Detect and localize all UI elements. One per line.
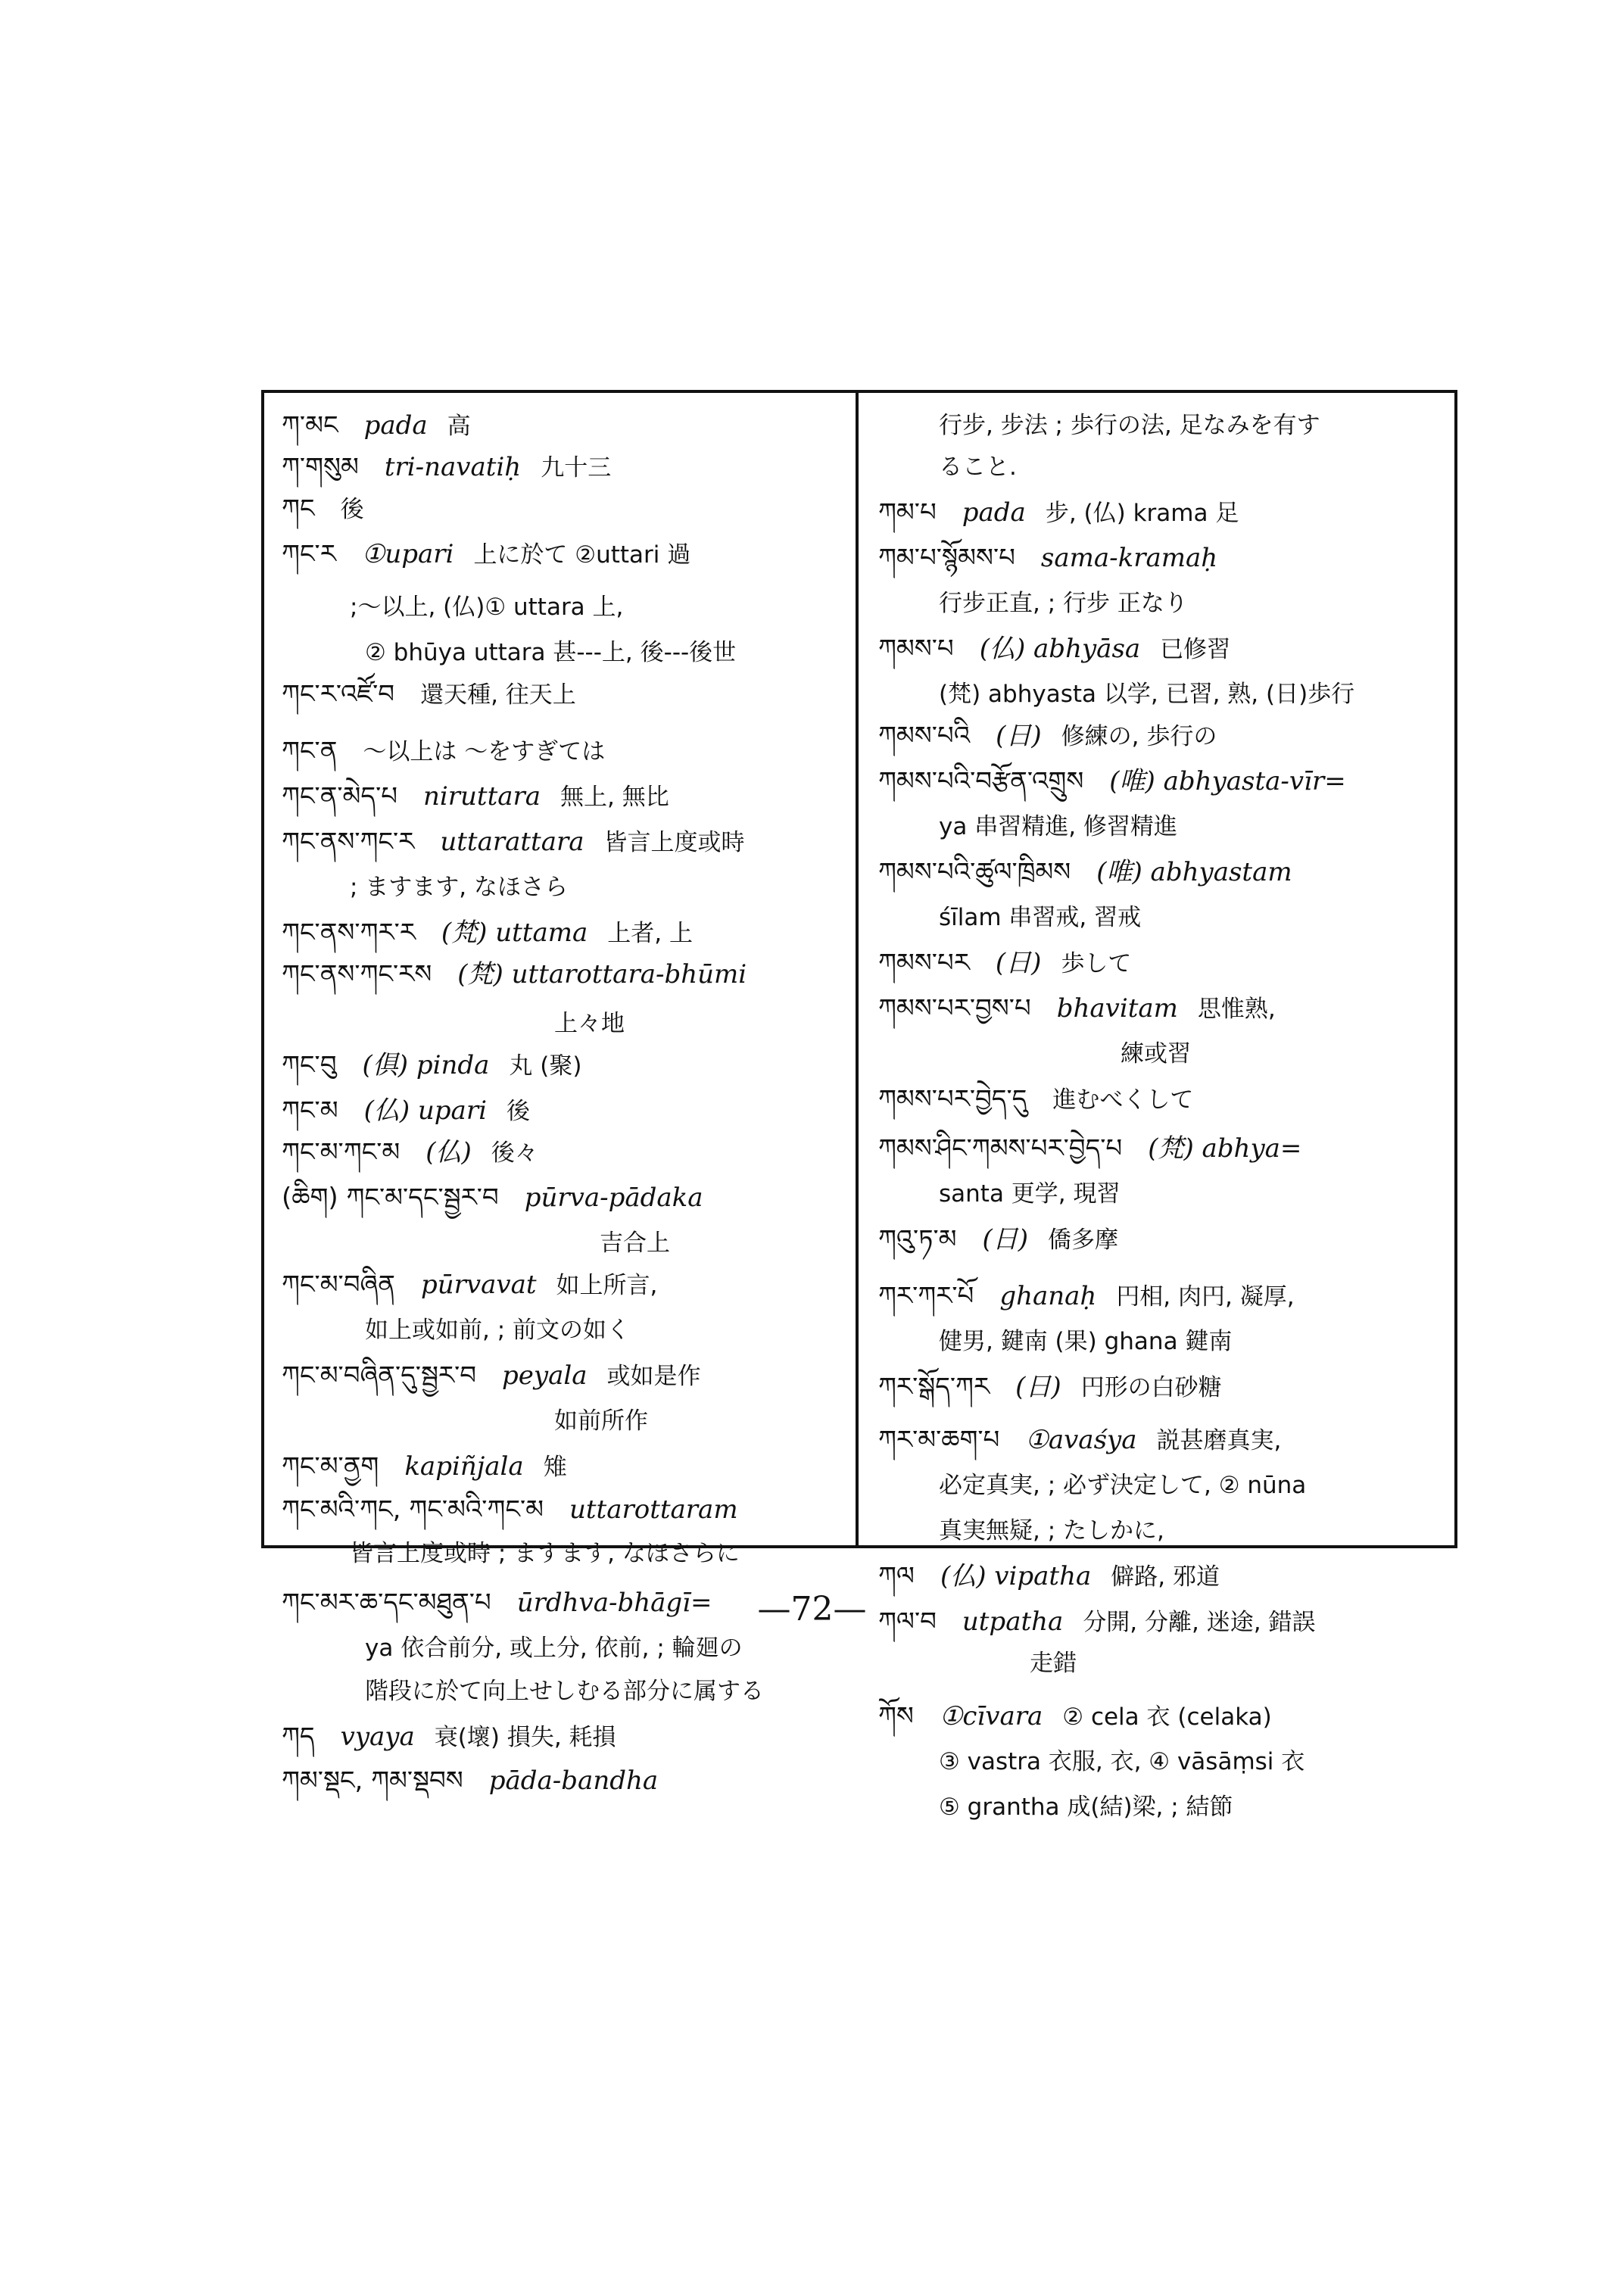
- tibetan-headword: ཀའུ་ཏ་མ: [878, 1224, 957, 1255]
- entry-continuation: ③ vastra 衣服, 衣, ④ vāsāṃsi 衣: [939, 1748, 1305, 1775]
- entry-continuation: 行步正直, ; 行步 正なり: [939, 590, 1188, 617]
- entry-continuation: ; ますます, なほさら: [350, 874, 569, 901]
- sanskrit-equivalent: niruttara: [423, 781, 541, 812]
- dictionary-entry: [878, 1083, 1193, 1117]
- entry-continuation: 走錯: [1030, 1650, 1077, 1677]
- sanskrit-equivalent: kapiñjala: [404, 1451, 524, 1482]
- entry-continuation: 真実無疑, ; たしかに,: [939, 1517, 1164, 1544]
- dictionary-entry: [878, 1700, 1272, 1734]
- tibetan-headword: ཀམས་ཤིང་ཀམས་པར་བྱེད་པ: [878, 1133, 1123, 1164]
- tibetan-headword: ཀང་ནས་ཀར་ར: [282, 918, 416, 948]
- tibetan-headword: ཀམས་པར: [878, 948, 970, 978]
- dictionary-entry: [282, 1094, 530, 1128]
- entry-continuation: ⑤ grantha 成(結)梁, ; 結節: [939, 1794, 1233, 1821]
- japanese-gloss: 衰(壞) 損失, 耗損: [434, 1724, 616, 1751]
- dictionary-entry: [878, 1223, 1118, 1257]
- dictionary-entry: [282, 450, 611, 485]
- sanskrit-equivalent: (仏) abhyāsa: [979, 634, 1141, 664]
- dictionary-entry: [282, 958, 766, 991]
- sanskrit-equivalent: (梵) uttarottara-bhūmi: [457, 959, 747, 990]
- tibetan-headword: ཀང་ནས་ཀང་ར: [282, 827, 415, 857]
- tibetan-headword: ཀང་ར་འཛོ་བ: [282, 679, 395, 709]
- sanskrit-equivalent: pāda-bandha: [488, 1766, 659, 1796]
- sanskrit-equivalent: peyala: [502, 1361, 588, 1391]
- japanese-gloss: 後: [340, 496, 364, 523]
- entry-continuation: 必定真実, ; 必ず決定して, ② nūna: [939, 1472, 1307, 1499]
- tibetan-headword: ཀང་མ་བཞིན: [282, 1270, 395, 1300]
- japanese-gloss: 後々: [491, 1139, 538, 1167]
- japanese-gloss: 僻路, 邪道: [1111, 1563, 1220, 1591]
- sanskrit-equivalent: (唯) abhyasta-vīr=: [1109, 766, 1346, 796]
- japanese-gloss: 雉: [543, 1454, 567, 1481]
- tibetan-headword: ཀང་ན: [282, 736, 338, 766]
- dictionary-entry: [282, 1136, 538, 1170]
- tibetan-headword: ཀར་སྒོད་ཀར: [878, 1372, 990, 1402]
- sanskrit-equivalent: pada: [962, 497, 1026, 528]
- dictionary-entry: [878, 1370, 1222, 1404]
- japanese-gloss: 皆言上度或時: [603, 829, 745, 856]
- dictionary-entry: [282, 678, 576, 712]
- dictionary-entry: [282, 1268, 657, 1302]
- entry-continuation: ;〜以上, (仏)① uttara 上,: [350, 594, 624, 621]
- japanese-gloss: 無上, 無比: [560, 784, 669, 811]
- sanskrit-equivalent: uttarattara: [440, 827, 584, 857]
- dictionary-entry: [282, 1049, 581, 1083]
- dictionary-entry: [878, 1560, 1220, 1594]
- dictionary-entry: [282, 1764, 678, 1797]
- dictionary-entry: [282, 1181, 723, 1214]
- japanese-gloss: 円相, 肉円, 凝厚,: [1116, 1283, 1295, 1311]
- tibetan-headword: ཀང་ནས་ཀང་རས: [282, 959, 432, 990]
- sanskrit-equivalent: (梵) uttama: [441, 918, 588, 948]
- japanese-gloss: 後: [506, 1098, 530, 1125]
- dictionary-entry: [878, 856, 1312, 889]
- entry-continuation: 階段に於て向上せしむる部分に属する: [365, 1678, 764, 1705]
- tibetan-headword: ཀམས་པའི་བརྩོན་འགྲུས: [878, 766, 1084, 796]
- tibetan-headword: ཀང: [282, 494, 315, 524]
- japanese-gloss: 上者, 上: [607, 920, 693, 947]
- japanese-gloss: 分開, 分離, 迷途, 錯誤: [1083, 1609, 1316, 1636]
- sanskrit-equivalent: (梵) abhya=: [1148, 1133, 1302, 1164]
- sanskrit-equivalent: ①cīvara: [939, 1701, 1043, 1731]
- japanese-gloss: 九十三: [541, 454, 612, 482]
- sanskrit-equivalent: (仏): [425, 1137, 472, 1167]
- tibetan-headword: ཀར་མ་ཆག་པ: [878, 1425, 1000, 1455]
- tibetan-headword: ཀང་མ: [282, 1096, 338, 1126]
- japanese-gloss: 思惟熟,: [1197, 996, 1276, 1023]
- tibetan-headword: ཀམས་པ: [878, 634, 954, 664]
- sanskrit-equivalent: utpatha: [962, 1607, 1064, 1637]
- entry-continuation: ya 依合前分, 或上分, 依前, ; 輪廻の: [365, 1635, 743, 1662]
- sanskrit-equivalent: (仏) vipatha: [940, 1561, 1092, 1591]
- sanskrit-equivalent: ①upari: [361, 539, 454, 569]
- page-number: —72—: [757, 1590, 867, 1629]
- tibetan-headword: ཀམ་པ: [878, 497, 937, 528]
- japanese-gloss: 説甚磨真実,: [1156, 1427, 1282, 1454]
- entry-continuation: 如上或如前, ; 前文の如く: [365, 1317, 631, 1344]
- dictionary-entry: [282, 492, 364, 526]
- sanskrit-equivalent: (日): [995, 948, 1042, 978]
- tibetan-headword: ཀང་མ་ཀང་མ: [282, 1137, 401, 1167]
- dictionary-entry: [282, 1720, 616, 1754]
- entry-continuation: 上々地: [554, 1010, 625, 1037]
- japanese-gloss: 已修習: [1160, 636, 1231, 663]
- japanese-gloss: 步, (仏) krama 足: [1045, 500, 1239, 527]
- tibetan-headword: ཀར་ཀར་པོ: [878, 1281, 974, 1311]
- tibetan-headword: ཀམས་པར་བྱེད་དུ: [878, 1084, 1027, 1114]
- tibetan-headword: ཀོས: [878, 1701, 914, 1731]
- tibetan-headword: ཀང་མ་བཞིན་དུ་སྦྱར་བ: [282, 1361, 477, 1391]
- tibetan-headword: ཀང་མའི་ཀང, ཀང་མའི་ཀང་མ: [282, 1495, 544, 1525]
- tibetan-headword: ཀད: [282, 1722, 315, 1752]
- sanskrit-equivalent: tri-navatiḥ: [384, 452, 522, 482]
- tibetan-headword: ཀང་མར་ཆ་དང་མཐུན་པ: [282, 1588, 491, 1618]
- sanskrit-equivalent: (唯) abhyastam: [1096, 857, 1292, 887]
- japanese-gloss: 〜以上は 〜をすぎては: [363, 738, 606, 765]
- tibetan-headword: ཀང་ན་མེད་པ: [282, 781, 397, 812]
- sanskrit-equivalent: ①avaśya: [1025, 1425, 1137, 1455]
- sanskrit-equivalent: bhavitam: [1056, 993, 1178, 1024]
- dictionary-entry: [282, 1359, 701, 1393]
- dictionary-entry: [282, 1450, 567, 1484]
- sanskrit-equivalent: (日): [996, 721, 1042, 751]
- entry-continuation: (梵) abhyasta 以学, 已習, 熟, (日)歩行: [939, 681, 1355, 708]
- dictionary-entry: [282, 409, 471, 443]
- entry-continuation: 練或習: [1121, 1040, 1191, 1068]
- dictionary-entry: [282, 780, 669, 814]
- entry-continuation: 皆言上度或時 ; ますます, なほさらに: [350, 1540, 740, 1567]
- sanskrit-equivalent: vyaya: [340, 1722, 415, 1752]
- japanese-gloss: 丸 (聚): [509, 1052, 582, 1080]
- dictionary-entry: [282, 734, 605, 768]
- dictionary-entry: [878, 1423, 1281, 1457]
- entry-continuation: ② bhūya uttara 甚---上, 後---後世: [365, 639, 737, 666]
- entry-continuation: śīlam 串習戒, 習戒: [939, 904, 1142, 931]
- tibetan-headword: ཀང་མ་ནྱག: [282, 1451, 379, 1482]
- japanese-gloss: 修練の, 歩行の: [1061, 723, 1217, 750]
- tibetan-headword: ཀལ: [878, 1561, 915, 1591]
- dictionary-entry: [878, 496, 1239, 530]
- entry-continuation: 吉合上: [600, 1230, 670, 1257]
- dictionary-entry: [282, 916, 693, 950]
- japanese-gloss: 或如是作: [606, 1363, 701, 1390]
- entry-continuation: santa 更学, 現習: [939, 1180, 1121, 1208]
- tibetan-headword: ཀ་གསུམ: [282, 452, 359, 482]
- japanese-gloss: 上に於て ②uttari 過: [473, 541, 691, 569]
- japanese-gloss: 僑多摩: [1048, 1226, 1119, 1254]
- dictionary-entry: [878, 541, 1237, 575]
- sanskrit-equivalent: pūrvavat: [420, 1270, 537, 1300]
- dictionary-entry: [878, 719, 1217, 753]
- japanese-gloss: 高: [447, 413, 471, 440]
- entry-continuation: ya 串習精進, 修習精進: [939, 813, 1177, 840]
- sanskrit-equivalent: (仏) upari: [363, 1096, 487, 1126]
- japanese-gloss: ② cela 衣 (celaka): [1062, 1703, 1272, 1731]
- dictionary-entry: [282, 1493, 758, 1526]
- japanese-gloss: 如上所言,: [556, 1272, 658, 1299]
- sanskrit-equivalent: (俱) pinda: [362, 1050, 490, 1080]
- sanskrit-equivalent: pūrva-pādaka: [524, 1183, 703, 1213]
- tibetan-headword: ཀམ་པ་སྙོམས་པ: [878, 543, 1015, 573]
- tibetan-headword: ཀམ་སྡང, ཀམ་སྡབས: [282, 1766, 463, 1796]
- sanskrit-equivalent: (日): [1015, 1372, 1061, 1402]
- japanese-gloss: 歩して: [1061, 950, 1132, 977]
- sanskrit-equivalent: ghanaḥ: [999, 1281, 1097, 1311]
- sanskrit-equivalent: pada: [363, 410, 428, 441]
- column-divider: [856, 390, 859, 1548]
- tibetan-headword: ཀ་མང: [282, 410, 338, 441]
- dictionary-entry: [878, 1132, 1321, 1165]
- sanskrit-equivalent: sama-kramaḥ: [1040, 543, 1218, 573]
- dictionary-entry: [878, 992, 1276, 1026]
- tibetan-headword: (ཆིག) ཀང་མ་དང་སྦྱར་བ: [282, 1183, 499, 1213]
- japanese-gloss: 進むべくして: [1052, 1086, 1194, 1114]
- entry-continuation: ること.: [939, 454, 1017, 481]
- tibetan-headword: ཀང་བུ: [282, 1050, 337, 1080]
- dictionary-entry: [282, 825, 744, 859]
- japanese-gloss: 円形の白砂糖: [1080, 1374, 1222, 1401]
- tibetan-headword: ཀམས་པར་བྱས་པ: [878, 993, 1031, 1024]
- tibetan-headword: ཀམས་པའི་ཚུལ་ཁྲིམས: [878, 857, 1071, 887]
- entry-continuation: 行步, 步法 ; 歩行の法, 足なみを有す: [939, 412, 1320, 439]
- sanskrit-equivalent: ūrdhva-bhāgī=: [516, 1588, 712, 1618]
- tibetan-headword: ཀང་ར: [282, 539, 336, 569]
- entry-continuation: 健男, 鍵南 (果) ghana 鍵南: [939, 1328, 1233, 1355]
- dictionary-entry: [878, 946, 1131, 980]
- dictionary-entry: [282, 538, 690, 572]
- sanskrit-equivalent: (日): [982, 1224, 1029, 1255]
- entry-continuation: 如前所作: [554, 1407, 648, 1435]
- sanskrit-equivalent: uttarottaram: [569, 1495, 738, 1525]
- dictionary-entry: [878, 1279, 1295, 1314]
- dictionary-entry: [878, 632, 1230, 666]
- dictionary-entry: [878, 765, 1366, 798]
- tibetan-headword: ཀམས་པའི: [878, 721, 971, 751]
- japanese-gloss: 還天種, 往天上: [420, 681, 576, 709]
- tibetan-headword: ཀལ་བ: [878, 1607, 937, 1637]
